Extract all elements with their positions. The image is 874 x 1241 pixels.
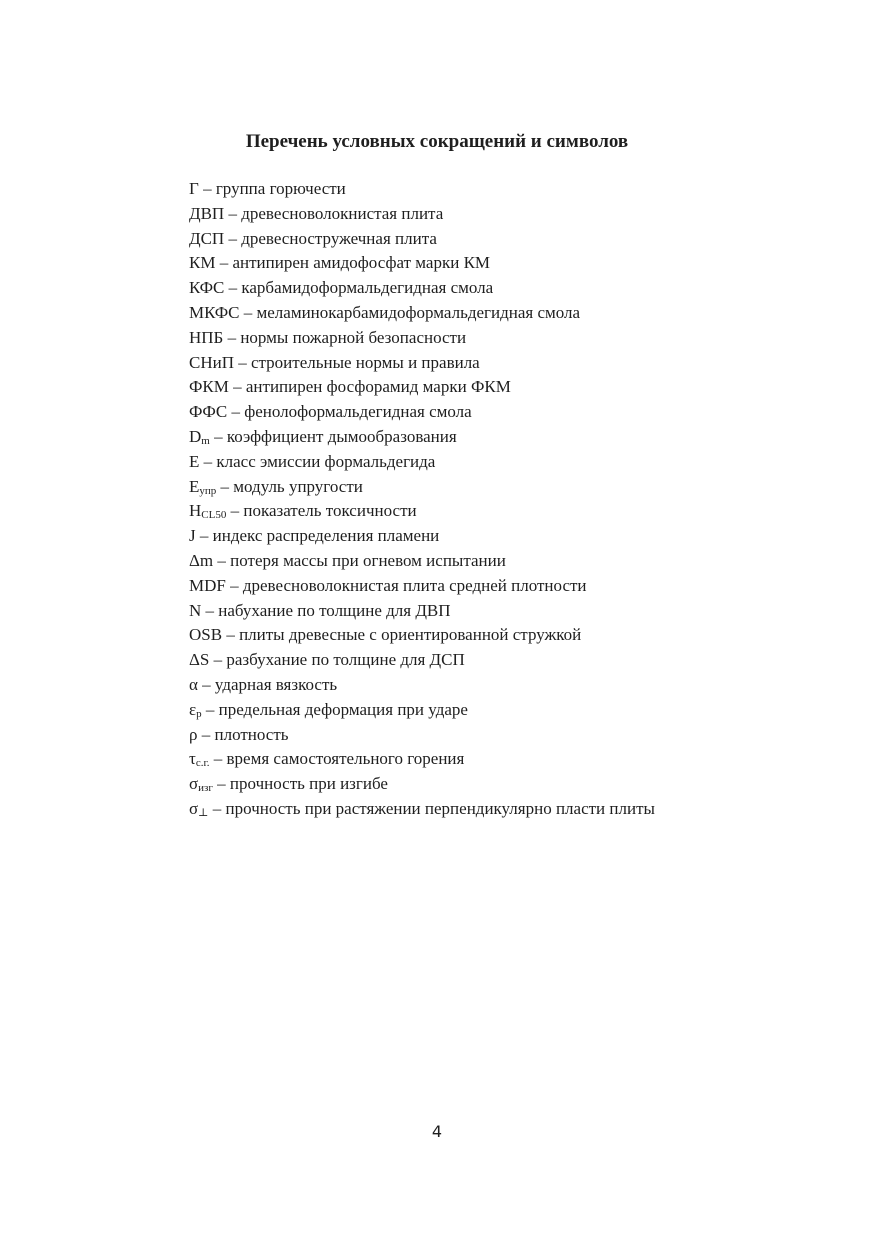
entry-definition: – прочность при изгибе	[217, 774, 388, 794]
entry-definition: – индекс распределения пламени	[199, 526, 440, 546]
page-number: 4	[431, 1122, 443, 1141]
list-item	[189, 723, 809, 748]
entry-symbol: КМ	[189, 253, 216, 273]
entry-symbol: D	[189, 426, 202, 446]
entry-definition: – предельная деформация при ударе	[205, 699, 468, 719]
list-item	[189, 177, 809, 202]
entry-definition: – группа горючести	[203, 179, 346, 198]
list-item	[189, 450, 809, 475]
entry-definition: – карбамидоформальдегидная смола	[228, 278, 494, 298]
list-item	[189, 276, 809, 301]
entry-subscript: упр	[199, 484, 217, 497]
entry-definition: – время самостоятельного горения	[213, 749, 465, 769]
list-item	[189, 772, 809, 797]
entry-symbol: τ	[189, 749, 196, 769]
list-item	[189, 599, 809, 624]
entry-definition: – древесноволокнистая плита средней плотности	[230, 575, 587, 595]
list-item	[189, 747, 809, 772]
list-item	[189, 351, 809, 376]
entry-subscript: ⊥	[198, 806, 209, 819]
entry-symbol: ФФС	[189, 402, 228, 422]
entry-subscript: CL50	[201, 509, 227, 522]
entry-symbol: ДСП	[189, 228, 225, 248]
entry-symbol: σ	[189, 774, 199, 794]
entry-symbol: ФКМ	[189, 377, 229, 397]
entry-symbol: Δm	[189, 550, 214, 570]
list-item	[189, 623, 809, 648]
entry-symbol: КФС	[189, 278, 225, 298]
entry-symbol: МКФС	[189, 302, 240, 322]
entry-symbol: α	[189, 674, 198, 694]
list-item	[189, 499, 809, 524]
entry-symbol: ДВП	[189, 203, 225, 223]
list-item	[189, 648, 809, 673]
entry-symbol: MDF	[189, 575, 226, 595]
entry-definition: – меламинокарбамидоформальдегидная смола	[243, 302, 581, 322]
entry-symbol: E	[189, 451, 200, 471]
list-item	[189, 549, 809, 574]
entry-definition: – прочность при растяжении перпендикулярно пласти плиты	[212, 798, 655, 818]
entry-definition: – плотность	[201, 724, 289, 744]
list-item	[189, 673, 809, 698]
entry-symbol: НПБ	[189, 327, 224, 347]
list-item	[189, 375, 809, 400]
list-item	[189, 698, 809, 723]
abbreviation-list	[189, 177, 809, 822]
entry-symbol: СНиП	[189, 352, 234, 372]
list-item	[189, 301, 809, 326]
entry-symbol: ε	[189, 699, 197, 719]
entry-symbol: σ	[189, 798, 199, 818]
page-title: Перечень условных сокращений и символов	[245, 131, 629, 152]
entry-symbol: N	[189, 600, 202, 620]
list-item	[189, 227, 809, 252]
entry-definition: – антипирен фосфорамид марки ФКМ	[233, 377, 511, 397]
entry-definition: – ударная вязкость	[202, 674, 338, 694]
list-item	[189, 524, 809, 549]
entry-definition: – показатель токсичности	[230, 501, 417, 521]
entry-symbol: ρ	[189, 724, 198, 744]
list-item	[189, 251, 809, 276]
entry-symbol: Г	[189, 179, 199, 198]
entry-symbol: OSB	[189, 625, 223, 645]
entry-definition: – древесноволокнистая плита	[228, 203, 444, 223]
entry-definition: – антипирен амидофосфат марки КМ	[219, 253, 491, 273]
entry-symbol: ΔS	[189, 650, 210, 670]
entry-subscript: р	[196, 707, 202, 720]
entry-definition: – класс эмиссии формальдегида	[203, 451, 436, 471]
entry-definition: – строительные нормы и правила	[238, 352, 480, 372]
entry-subscript: с.г.	[195, 757, 210, 770]
entry-definition: – нормы пожарной безопасности	[227, 327, 467, 347]
entry-symbol: H	[189, 501, 202, 521]
entry-definition: – древесностружечная плита	[228, 228, 437, 248]
list-item	[189, 425, 809, 450]
entry-definition: – набухание по толщине для ДВП	[205, 600, 451, 620]
list-item	[189, 326, 809, 351]
entry-subscript: изг	[198, 782, 213, 795]
entry-definition: – модуль упругости	[220, 476, 363, 496]
entry-symbol: E	[189, 476, 200, 496]
entry-definition: – коэффициент дымообразования	[214, 426, 457, 446]
list-item	[189, 202, 809, 227]
list-item	[189, 475, 809, 500]
entry-symbol: J	[189, 526, 196, 546]
list-item	[189, 797, 809, 822]
entry-definition: – разбухание по толщине для ДСП	[213, 650, 465, 670]
entry-definition: – фенолоформальдегидная смола	[231, 402, 472, 422]
entry-definition: – плиты древесные с ориентированной стружкой	[226, 625, 582, 645]
entry-definition: – потеря массы при огневом испытании	[217, 550, 506, 570]
list-item	[189, 400, 809, 425]
list-item	[189, 574, 809, 599]
entry-subscript: m	[201, 434, 210, 447]
